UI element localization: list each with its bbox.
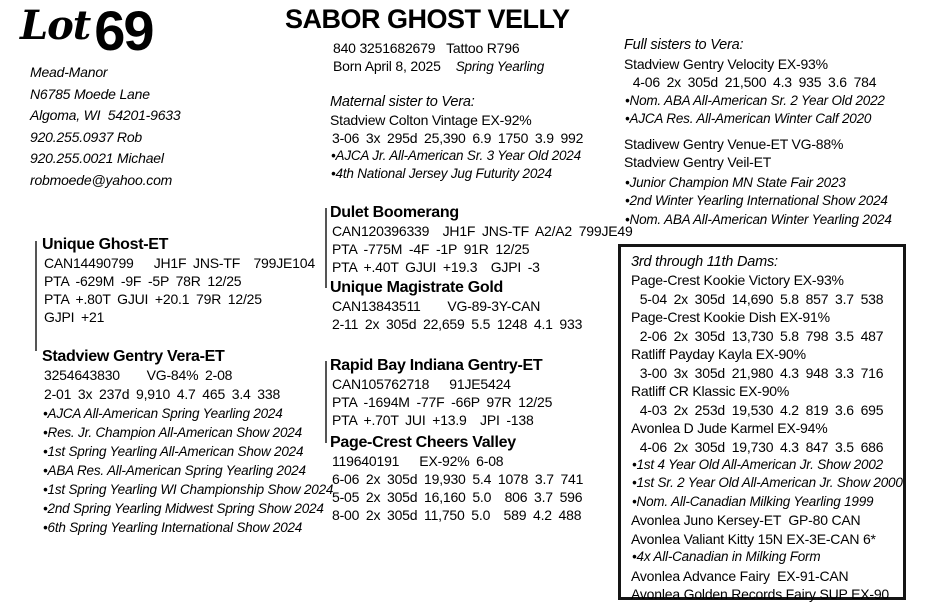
dam-ancestor-name: Avonlea Golden Records Fairy SUP EX-90 — [631, 586, 890, 603]
dam-ancestor-name: Avonlea Valiant Kitty 15N EX-3E-CAN 6* — [631, 530, 876, 547]
grandsire-name: Rapid Bay Indiana Gentry-ET — [330, 357, 543, 374]
show-award: •1st Sr. 2 Year Old All-American Jr. Show 2000 — [632, 475, 903, 491]
dams-box-heading: 3rd through 11th Dams: — [631, 254, 778, 270]
full-sisters-heading: Full sisters to Vera: — [624, 37, 744, 53]
grandsire-pta-line: PTA +.40T GJUI +19.3 GJPI -3 — [332, 259, 540, 275]
dam-ancestor-name: Avonlea Advance Fairy EX-91-CAN — [631, 567, 849, 584]
lot-block — [20, 0, 153, 62]
lactation-record: 2-06 2x 305d 13,730 5.8 798 3.5 487 — [633, 327, 884, 344]
grandsire-pta-line: PTA +.70T JUI +13.9 JPI -138 — [332, 412, 534, 428]
granddam-id-line: 119640191 EX-92% 6-08 — [332, 453, 504, 469]
grandsire-id-line: CAN120396339 JH1F JNS-TF A2/A2 799JE49 — [332, 223, 633, 239]
show-award: •4th National Jersey Jug Futurity 2024 — [331, 166, 552, 181]
granddam-name: Page-Crest Cheers Valley — [330, 434, 516, 451]
show-award: •1st 4 Year Old All-American Jr. Show 2002 — [632, 456, 883, 472]
born-line — [333, 57, 544, 76]
show-award: •AJCA Jr. All-American Sr. 3 Year Old 2024 — [331, 148, 581, 163]
sire-name: Unique Ghost-ET — [42, 236, 169, 253]
lactation-record: 2-01 3x 237d 9,910 4.7 465 3.4 338 — [44, 386, 281, 402]
show-award: •2nd Winter Yearling International Show 2024 — [625, 193, 888, 208]
sire-pta-line: PTA -629M -9F -5P 78R 12/25 — [44, 273, 242, 289]
lactation-record: 5-04 2x 305d 14,690 5.8 857 3.7 538 — [633, 290, 884, 307]
show-award: •AJCA Res. All-American Winter Calf 2020 — [625, 111, 872, 126]
lot-label: Lot — [20, 2, 91, 49]
dam-name: Stadview Gentry Vera-ET — [42, 348, 225, 365]
maternal-grandsire-section — [330, 357, 552, 429]
sire-pta-line: PTA +.80T GJUI +20.1 79R 12/25 — [44, 291, 262, 307]
pedigree-bracket-line — [325, 208, 327, 288]
animal-title: SABOR GHOST VELLY — [285, 4, 570, 34]
maternal-sister-heading: Maternal sister to Vera: — [330, 94, 475, 110]
consignor-city: Algoma, WI 54201-9633 — [30, 107, 181, 123]
lactation-record: 3-06 3x 295d 25,390 6.9 1750 3.9 992 — [332, 130, 584, 146]
registration-line: 840 3251682679 Tattoo R796 — [333, 40, 520, 56]
dam-ancestor-name: Page-Crest Kookie Victory EX-93% — [631, 272, 844, 289]
pedigree-bracket-line — [35, 241, 37, 351]
sire-pta-line: GJPI +21 — [44, 309, 105, 325]
show-award: •Nom. ABA All-American Sr. 2 Year Old 2022 — [625, 92, 885, 108]
consignor-block — [30, 62, 180, 191]
maternal-sister-section — [330, 93, 583, 183]
consignor-name: Mead-Manor — [30, 64, 108, 80]
lactation-record: 4-03 2x 253d 19,530 4.2 819 3.6 695 — [633, 401, 884, 418]
birth-date: Born April 8, 2025 — [333, 58, 441, 74]
lactation-record: 6-06 2x 305d 19,930 5.4 1078 3.7 741 — [332, 471, 584, 487]
show-award: •6th Spring Yearling International Show 2024 — [43, 520, 303, 535]
show-award: •1st Spring Yearling All-American Show 2024 — [43, 444, 304, 459]
grandsire-name: Dulet Boomerang — [330, 204, 459, 221]
age-class: Spring Yearling — [455, 59, 545, 74]
full-sisters-section — [624, 36, 892, 229]
granddam-name: Unique Magistrate Gold — [330, 279, 503, 296]
lactation-record: 4-06 2x 305d 19,730 4.3 847 3.5 686 — [633, 438, 884, 455]
dam-id-line: 3254643830 VG-84% 2-08 — [44, 367, 233, 383]
sister-name: Stadview Gentry Velocity EX-93% — [624, 55, 828, 72]
show-award: •Nom. ABA All-American Winter Yearling 2024 — [625, 211, 892, 227]
maternal-sister-name: Stadview Colton Vintage EX-92% — [330, 112, 532, 128]
dam-ancestor-name: Avonlea D Jude Karmel EX-94% — [631, 420, 828, 437]
consignor-phone-1: 920.255.0937 Rob — [30, 128, 143, 145]
show-award: •Res. Jr. Champion All-American Show 2024 — [43, 425, 302, 440]
show-award: •ABA Res. All-American Spring Yearling 2024 — [43, 463, 306, 478]
show-award: •Junior Champion MN State Fair 2023 — [625, 174, 846, 190]
lot-number: 69 — [94, 0, 153, 62]
show-award: •2nd Spring Yearling Midwest Spring Show 2024 — [43, 501, 324, 516]
sire-id-line: CAN14490799 JH1F JNS-TF 799JE104 — [44, 255, 315, 271]
dam-ancestor-name: Avonlea Juno Kersey-ET GP-80 CAN — [631, 512, 861, 529]
show-award: •AJCA All-American Spring Yearling 2024 — [43, 406, 283, 421]
show-award: •1st Spring Yearling WI Championship Show 2024 — [43, 482, 334, 497]
consignor-street: N6785 Moede Lane — [30, 85, 150, 102]
show-award: •Nom. All-Canadian Milking Yearling 1999 — [632, 493, 874, 509]
sister-name: Stadivew Gentry Venue-ET VG-88% — [624, 135, 844, 152]
paternal-granddam-section — [330, 279, 582, 333]
lactation-record: 8-00 2x 305d 11,750 5.0 589 4.2 488 — [332, 507, 582, 523]
lactation-record: 5-05 2x 305d 16,160 5.0 806 3.7 596 — [332, 489, 583, 505]
consignor-email: robmoede@yahoo.com — [30, 171, 173, 188]
dam-ancestor-name: Ratliff CR Klassic EX-90% — [631, 383, 790, 400]
sire-section — [42, 236, 315, 326]
dams-history-box — [618, 244, 906, 603]
dam-section — [42, 348, 333, 537]
paternal-grandsire-section — [330, 204, 633, 276]
lactation-record: 2-11 2x 305d 22,659 5.5 1248 4.1 933 — [332, 316, 583, 332]
lactation-record: 3-00 3x 305d 21,980 4.3 948 3.3 716 — [633, 364, 884, 381]
lactation-record: 4-06 2x 305d 21,500 4.3 935 3.6 784 — [626, 74, 877, 90]
consignor-phone-2: 920.255.0021 Michael — [30, 150, 164, 166]
granddam-id-line: CAN13843511 VG-89-3Y-CAN — [332, 298, 541, 314]
grandsire-id-line: CAN105762718 91JE5424 — [332, 376, 511, 392]
sister-name: Stadview Gentry Veil-ET — [624, 154, 772, 170]
maternal-granddam-section — [330, 434, 583, 524]
grandsire-pta-line: PTA -1694M -77F -66P 97R 12/25 — [332, 394, 553, 410]
dam-ancestor-name: Ratliff Payday Kayla EX-90% — [631, 346, 806, 363]
dam-ancestor-name: Page-Crest Kookie Dish EX-91% — [631, 309, 830, 326]
grandsire-pta-line: PTA -775M -4F -1P 91R 12/25 — [332, 241, 530, 257]
show-award: •4x All-Canadian in Milking Form — [632, 549, 821, 565]
